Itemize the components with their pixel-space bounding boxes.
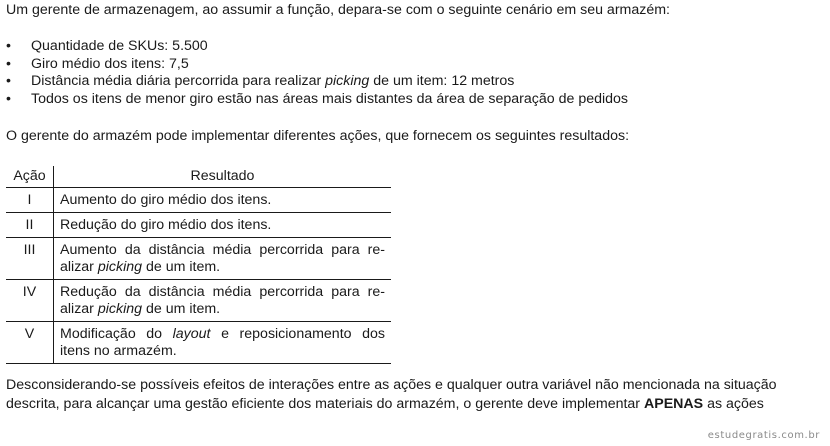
bullet-icon: • [6,73,11,90]
closing-text-line2: descrita, para alcançar uma gestão eficiente dos materiais do armazém, o gerente deve implementar APENAS as ações [6,396,764,412]
scenario-item: • Todos os itens de menor giro estão nas áreas mais distantes da área de separação de pedidos [6,90,629,107]
emphasis-apenas: APENAS [643,396,704,412]
table-header-row [6,166,391,188]
scenario-item: • Quantidade de SKUs: 5.500 [6,38,208,54]
bullet-icon: • [6,38,11,54]
action-number: II [6,213,54,238]
table-row [6,213,391,238]
lead-text: O gerente do armazém pode implementar diferentes ações, que fornecem os seguintes resultados: [6,128,630,144]
bullet-icon: • [6,90,11,107]
action-number: IV [6,280,54,322]
action-number: III [6,238,54,280]
table-row [6,238,391,280]
action-result: Modificação do layout e reposicionamento dos itens no armazém. [54,322,392,364]
action-number: I [6,188,54,213]
watermark: estudegratis.com.br [707,430,820,441]
column-header-acao: Ação [6,166,54,188]
table-row [6,280,391,322]
table-row [6,188,391,213]
actions-table [6,166,391,364]
action-result: Aumento da distância média percorrida para re-alizar picking de um item. [54,238,392,280]
action-result: Redução do giro médio dos itens. [54,213,392,238]
scenario-list [6,38,628,108]
bullet-icon: • [6,55,11,72]
column-header-resultado: Resultado [54,166,392,188]
action-result: Redução da distância média percorrida para re-alizar picking de um item. [54,280,392,322]
table-row [6,322,391,364]
action-number: V [6,322,54,364]
closing-text-line1: Desconsiderando-se possíveis efeitos de interações entre as ações e qualquer outra variável não mencionada na situação [6,377,777,393]
scenario-item: • Giro médio dos itens: 7,5 [6,55,189,72]
scenario-item: • Distância média diária percorrida para realizar picking de um item: 12 metros [6,73,515,90]
intro-text: Um gerente de armazenagem, ao assumir a função, depara-se com o seguinte cenário em seu armazém: [6,2,670,18]
action-result: Aumento do giro médio dos itens. [54,188,392,213]
